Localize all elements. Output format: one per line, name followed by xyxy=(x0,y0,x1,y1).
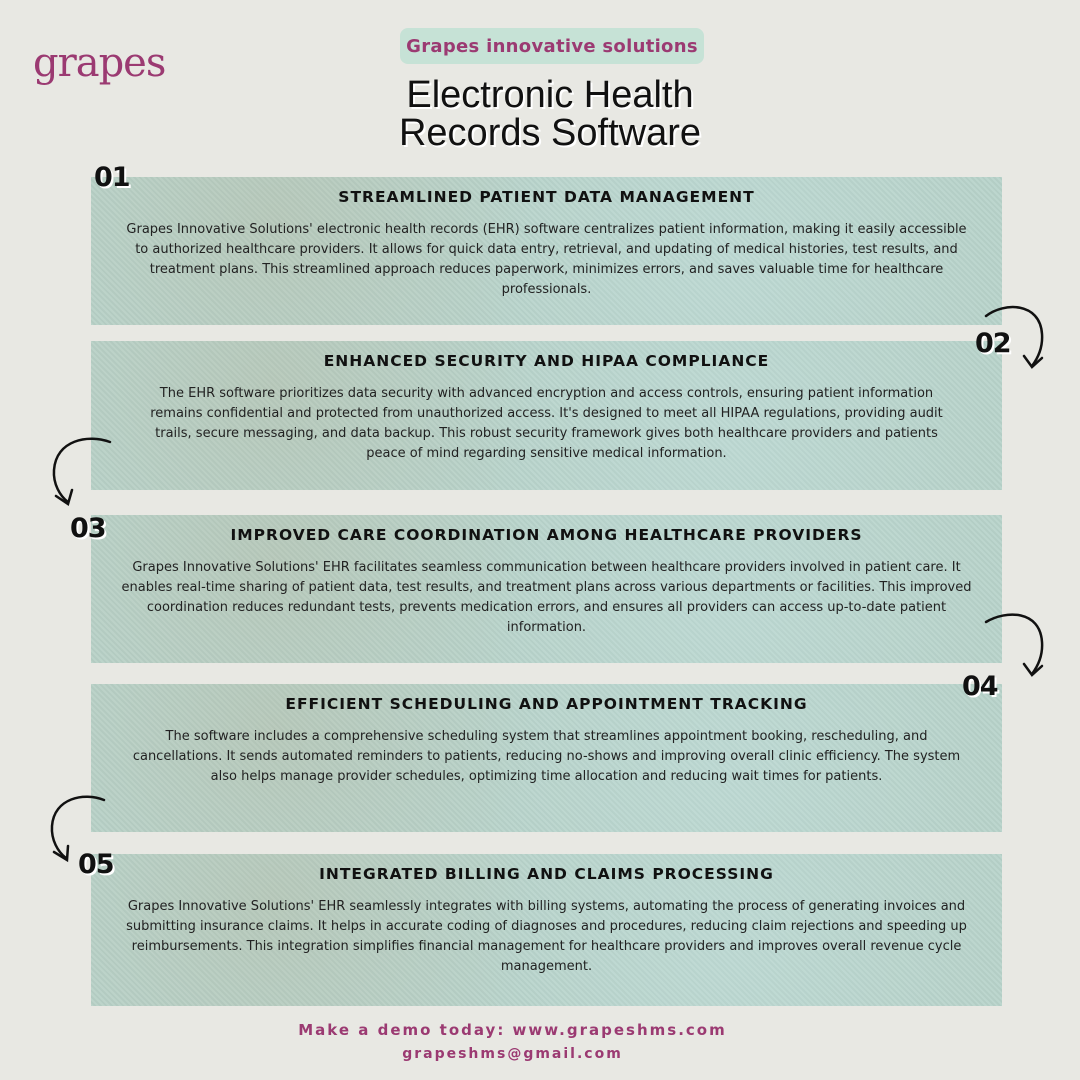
feature-heading: STREAMLINED PATIENT DATA MANAGEMENT xyxy=(338,188,755,206)
feature-panel-03 xyxy=(91,515,1002,663)
feature-panel-02 xyxy=(91,341,1002,490)
step-number-02: 02 xyxy=(975,328,1011,359)
feature-panel-04 xyxy=(91,684,1002,832)
curved-arrow-icon xyxy=(982,608,1052,680)
feature-description: The software includes a comprehensive scheduling system that streamlines appointment booking, rescheduling, and cancellations. It sends automated reminders to patients, reducing no-shows and improving overall clinic efficiency. The system also helps manage provider schedules, optimizing time allocation and reducing wait times for patients. xyxy=(132,729,961,784)
grapes-logo: grapes xyxy=(33,40,166,86)
feature-heading: INTEGRATED BILLING AND CLAIMS PROCESSING xyxy=(319,865,774,883)
title-line-2: Records Software xyxy=(398,112,701,154)
feature-description: The EHR software prioritizes data security with advanced encryption and access controls, ensuring patient information remains confidential and protected from unauthorized access. It's designed to meet all HIPAA regulations, providing audit trails, secure messaging, and data backup. This robust security framework gives both healthcare providers and patients peace of mind regarding sensitive medical information. xyxy=(150,386,943,461)
feature-heading: EFFICIENT SCHEDULING AND APPOINTMENT TRACKING xyxy=(285,695,808,713)
company-badge: Grapes innovative solutions xyxy=(400,28,704,64)
contact-email-link[interactable]: grapeshms@gmail.com xyxy=(402,1046,623,1062)
curved-arrow-icon xyxy=(982,300,1052,372)
title-line-1: Electronic Health xyxy=(406,74,694,116)
feature-description: Grapes Innovative Solutions' electronic health records (EHR) software centralizes patient information, making it easily accessible to authorized healthcare providers. It allows for quick data entry, retrieval, and updating of medical histories, test results, and treatment plans. This streamlined approach reduces paperwork, minimizes errors, and saves valuable time for healthcare professionals. xyxy=(126,222,967,297)
step-number-05: 05 xyxy=(78,849,114,880)
curved-arrow-icon xyxy=(48,434,114,508)
feature-heading: ENHANCED SECURITY AND HIPAA COMPLIANCE xyxy=(323,352,770,370)
step-number-04: 04 xyxy=(962,671,998,702)
feature-description: Grapes Innovative Solutions' EHR seamlessly integrates with billing systems, automating the process of generating invoices and submitting insurance claims. It helps in accurate coding of diagnoses and procedures, reducing claim rejections and speeding up reimbursements. This integration simplifies financial management for healthcare providers and improves overall revenue cycle management. xyxy=(126,899,967,974)
feature-panel-05 xyxy=(91,854,1002,1006)
step-number-03: 03 xyxy=(70,513,106,544)
feature-heading: IMPROVED CARE COORDINATION AMONG HEALTHCARE PROVIDERS xyxy=(230,526,863,544)
page-title xyxy=(0,76,1080,152)
feature-description: Grapes Innovative Solutions' EHR facilitates seamless communication between healthcare providers involved in patient care. It enables real-time sharing of patient data, test results, and treatment plans across various departments or facilities. This improved coordination reduces redundant tests, prevents medication errors, and ensures all providers can access up-to-date patient information. xyxy=(121,560,972,635)
demo-cta-link[interactable]: Make a demo today: www.grapeshms.com xyxy=(298,1021,727,1039)
step-number-01: 01 xyxy=(94,162,130,193)
feature-panel-01 xyxy=(91,177,1002,325)
curved-arrow-icon xyxy=(46,792,112,864)
